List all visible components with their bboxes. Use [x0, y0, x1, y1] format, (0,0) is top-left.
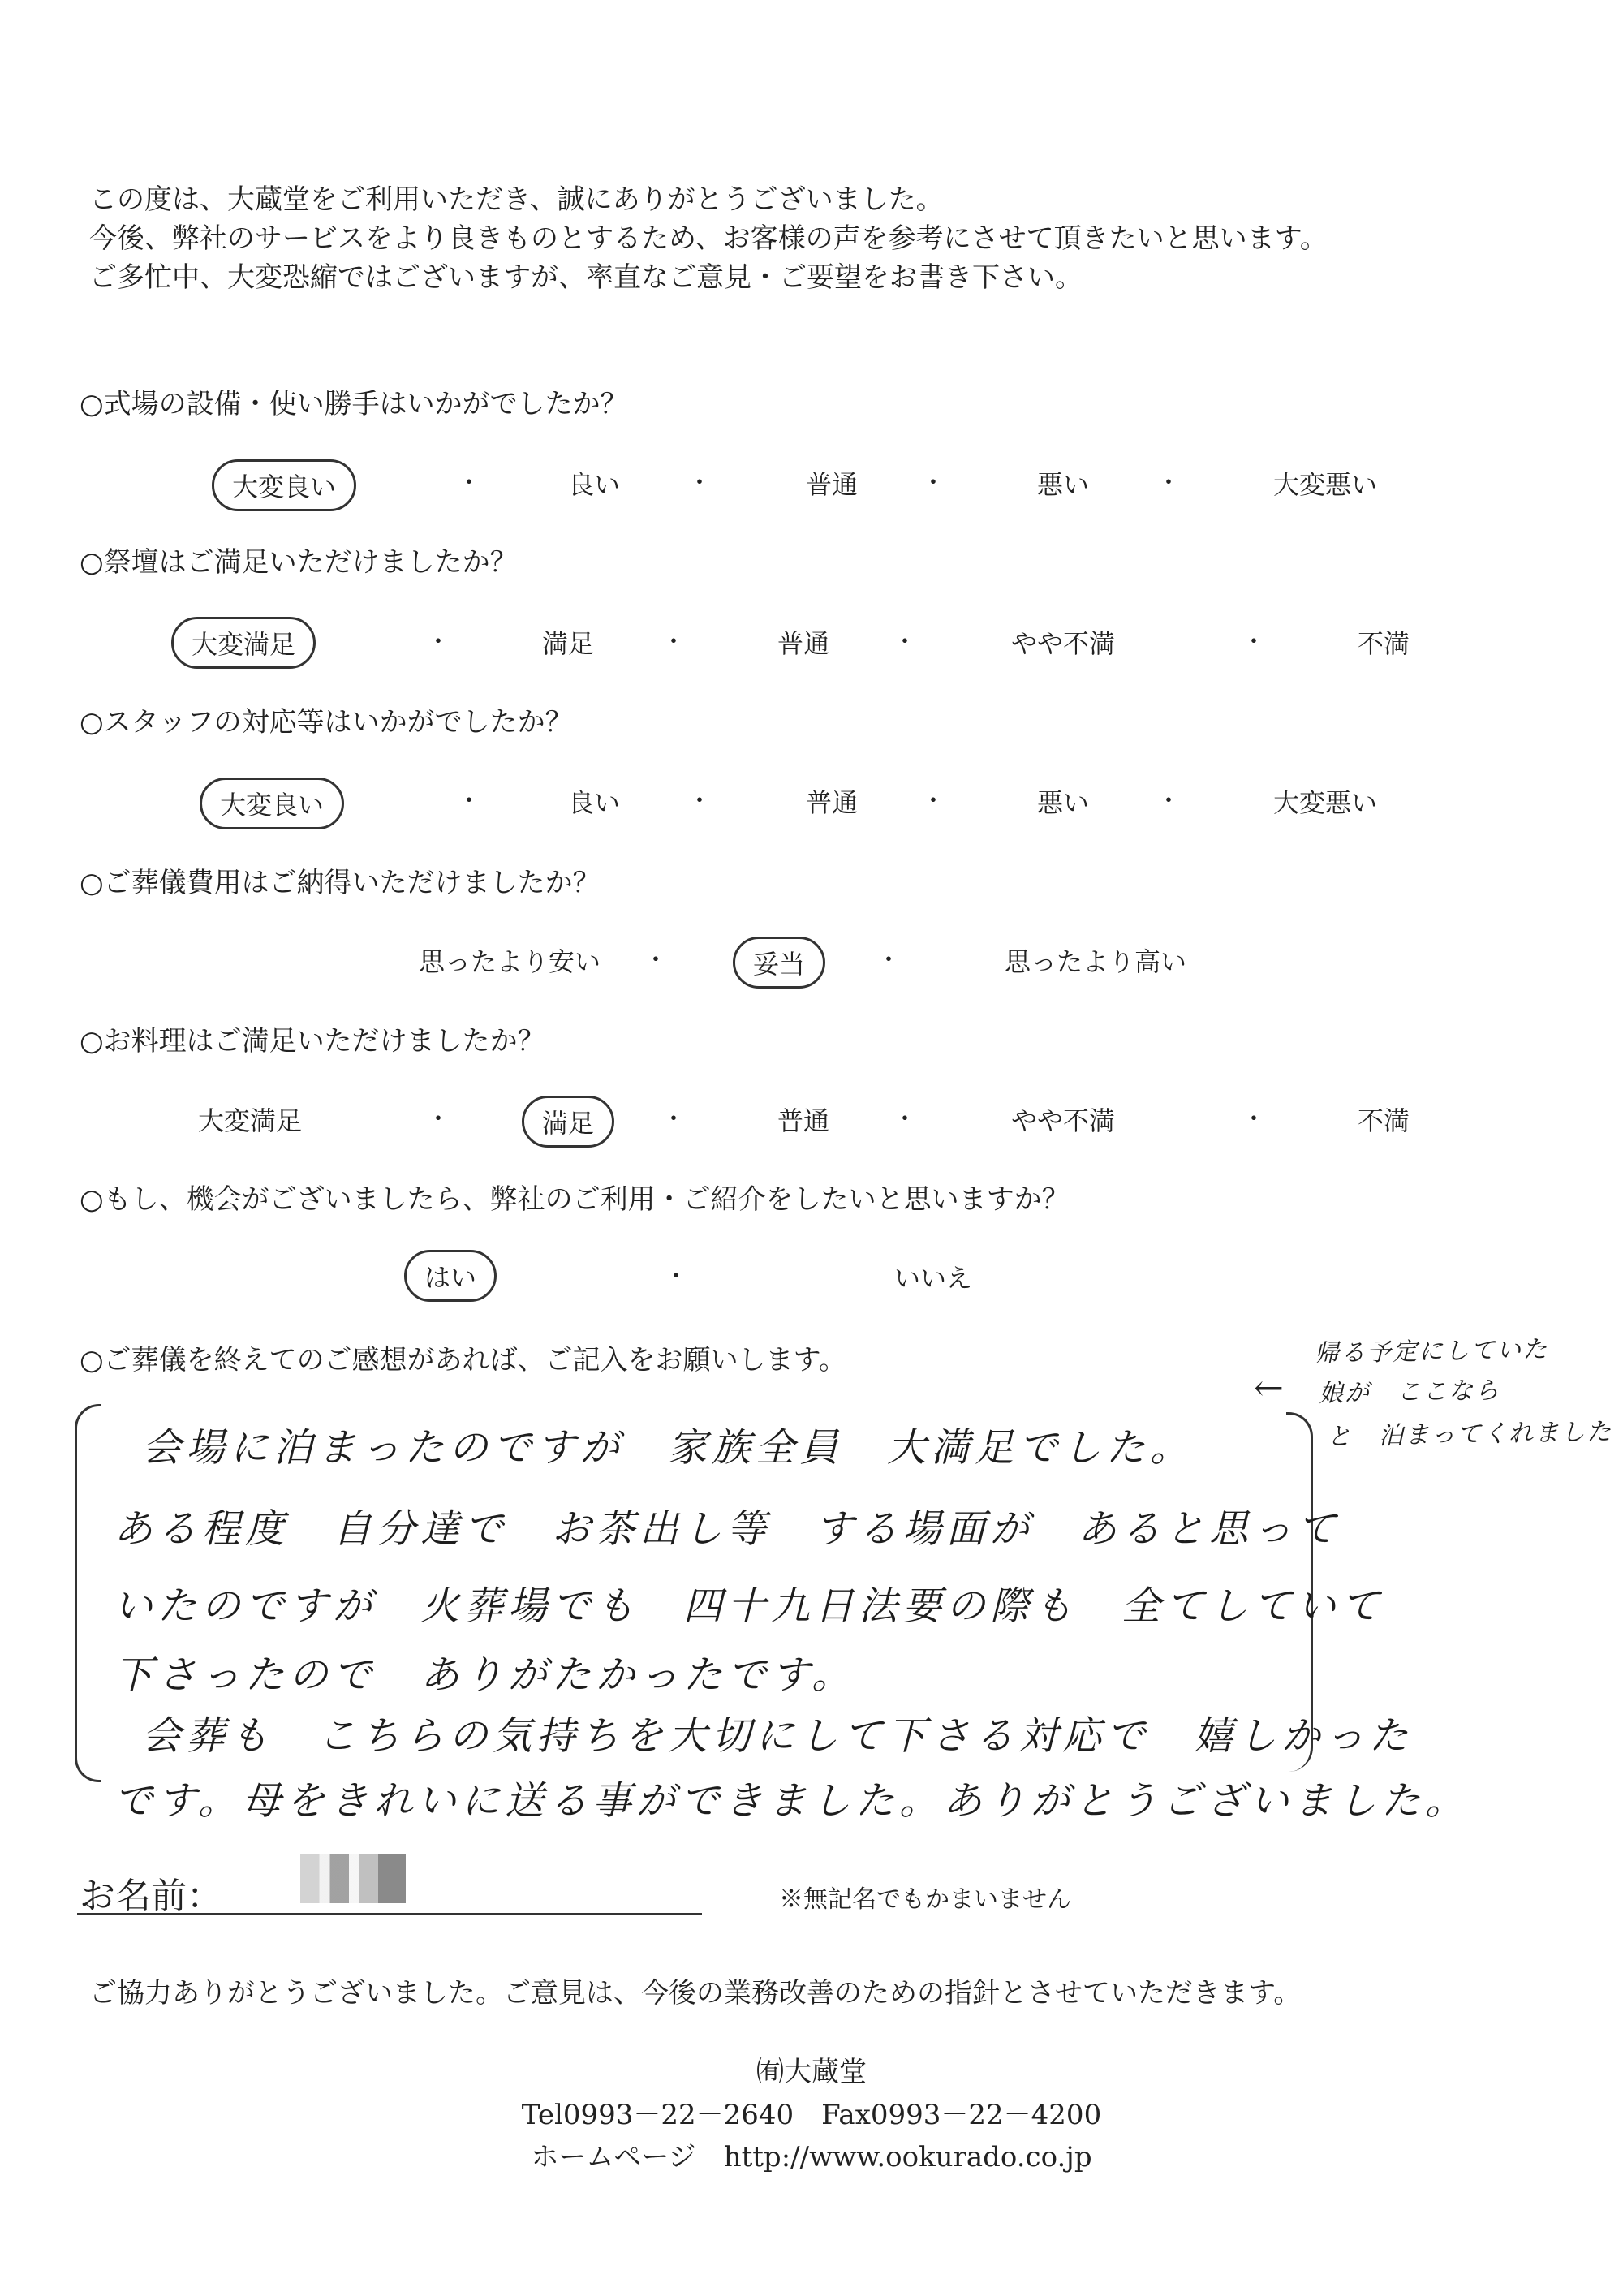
option-no[interactable]: いいえ [893, 1263, 973, 1294]
comment-line: 会場に泊まったのですが 家族全員 大満足でした。 [142, 1425, 1195, 1471]
side-note-line: 帰る予定にしていた [1314, 1335, 1549, 1368]
separator: ・ [644, 946, 668, 975]
side-note-line: と 泊まってくれました [1326, 1417, 1613, 1452]
option-somewhat-dissatisfied[interactable]: やや不満 [1010, 628, 1116, 659]
option-reasonable[interactable]: 妥当 [733, 937, 825, 989]
option-normal[interactable]: 普通 [777, 628, 830, 659]
option-very-bad[interactable]: 大変悪い [1272, 787, 1378, 818]
separator: ・ [893, 628, 917, 657]
option-satisfied[interactable]: 満足 [522, 1096, 614, 1148]
option-satisfied[interactable]: 満足 [541, 628, 595, 659]
arrow-icon: ← [1254, 1368, 1284, 1409]
option-good[interactable]: 良い [567, 787, 621, 818]
separator: ・ [1156, 787, 1181, 816]
option-yes[interactable]: はい [404, 1250, 497, 1302]
separator: ・ [426, 1105, 450, 1134]
footer-company: ㈲大蔵堂 [756, 2056, 867, 2088]
redacted-name [300, 1854, 406, 1903]
option-good[interactable]: 良い [567, 469, 621, 500]
separator: ・ [921, 787, 945, 816]
name-label: お名前： [80, 1876, 222, 1917]
question-facilities: ○式場の設備・使い勝手はいかがでしたか？ [80, 388, 628, 420]
intro-line: ご多忙中、大変恐縮ではございますが、率直なご意見・ご要望をお書き下さい。 [89, 261, 1083, 294]
option-very-good[interactable]: 大変良い [200, 778, 344, 829]
separator: ・ [426, 628, 450, 657]
separator: ・ [893, 1105, 917, 1134]
anonymous-note: ※無記名でもかまいません [779, 1885, 1071, 1914]
footer-contact: Tel0993－22－2640 Fax0993－22－4200 [521, 2099, 1102, 2131]
option-more-expensive[interactable]: 思ったより高い [1004, 946, 1187, 977]
separator: ・ [661, 1105, 686, 1134]
option-bad[interactable]: 悪い [1036, 787, 1090, 818]
option-cheaper[interactable]: 思ったより安い [418, 946, 601, 977]
question-recommend: ○もし、機会がございましたら、弊社のご利用・ご紹介をしたいと思いますか？ [80, 1183, 1070, 1216]
question-altar: ○祭壇はご満足いただけましたか？ [80, 546, 518, 579]
option-very-satisfied[interactable]: 大変満足 [197, 1105, 303, 1136]
separator: ・ [876, 946, 901, 975]
comment-line: いたのですが 火葬場でも 四十九日法要の際も 全てしていて [114, 1583, 1385, 1629]
intro-text [89, 180, 1328, 297]
footer-homepage: ホームページ http://www.ookurado.co.jp [531, 2141, 1092, 2173]
separator: ・ [1242, 1105, 1266, 1134]
intro-line: この度は、大蔵堂をご利用いただき、誠にありがとうございました。 [89, 183, 944, 216]
question-cost: ○ご葬儀費用はご納得いただけましたか？ [80, 867, 601, 899]
comment-line: です。母をきれいに送る事ができました。ありがとうございました。 [114, 1778, 1470, 1824]
side-note-line: 娘が ここなら [1318, 1376, 1501, 1408]
option-dissatisfied[interactable]: 不満 [1357, 628, 1410, 659]
intro-line: 今後、弊社のサービスをより良きものとするため、お客様の声を参考にさせて頂きたいと思います。 [89, 222, 1328, 255]
option-very-satisfied[interactable]: 大変満足 [171, 617, 316, 669]
separator: ・ [921, 469, 945, 498]
comment-line: ある程度 自分達で お茶出し等 する場面が あると思って [114, 1506, 1341, 1552]
separator: ・ [1156, 469, 1181, 498]
comment-prompt: ○ご葬儀を終えてのご感想があれば、ご記入をお願いします。 [80, 1344, 846, 1376]
option-very-good[interactable]: 大変良い [212, 459, 356, 511]
name-field[interactable] [77, 1913, 702, 1915]
comment-line: 下さったので ありがたかったです。 [114, 1652, 856, 1698]
question-food: ○お料理はご満足いただけましたか？ [80, 1025, 545, 1058]
separator: ・ [661, 628, 686, 657]
separator: ・ [664, 1263, 688, 1291]
separator: ・ [687, 787, 712, 816]
option-normal[interactable]: 普通 [805, 787, 859, 818]
separator: ・ [457, 469, 481, 498]
separator: ・ [1242, 628, 1266, 657]
option-somewhat-dissatisfied[interactable]: やや不満 [1010, 1105, 1116, 1136]
option-dissatisfied[interactable]: 不満 [1357, 1105, 1410, 1136]
separator: ・ [687, 469, 712, 498]
comment-bracket-left [75, 1404, 101, 1782]
thanks-text: ご協力ありがとうございました。ご意見は、今後の業務改善のための指針とさせていただきます。 [89, 1977, 1302, 2010]
question-staff: ○スタッフの対応等はいかがでしたか？ [80, 706, 573, 739]
option-normal[interactable]: 普通 [805, 469, 859, 500]
separator: ・ [457, 787, 481, 816]
comment-line: 会葬も こちらの気持ちを大切にして下さる対応で 嬉しかった [142, 1713, 1414, 1759]
option-very-bad[interactable]: 大変悪い [1272, 469, 1378, 500]
option-bad[interactable]: 悪い [1036, 469, 1090, 500]
option-normal[interactable]: 普通 [777, 1105, 830, 1136]
